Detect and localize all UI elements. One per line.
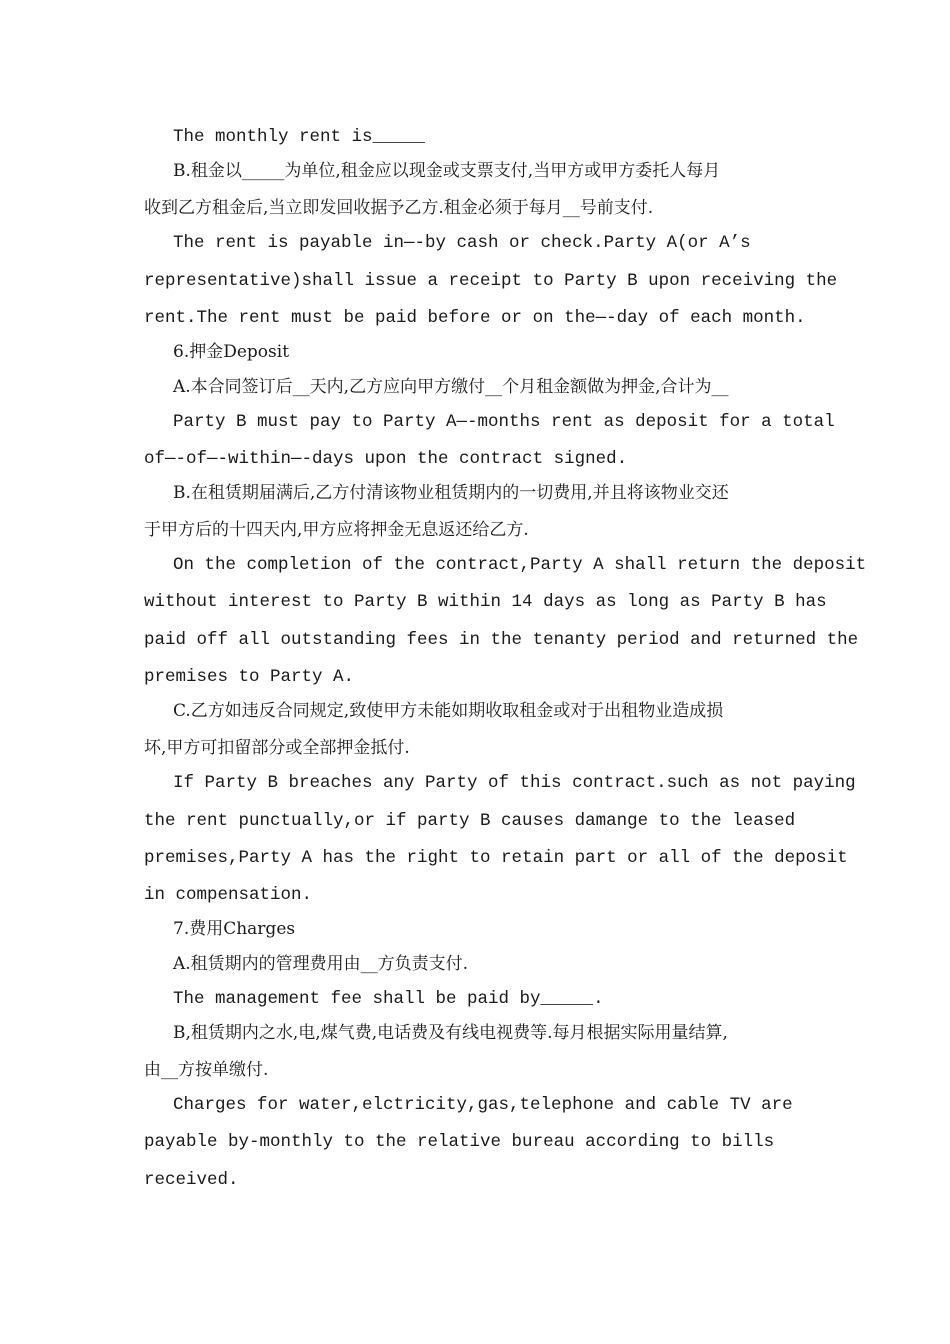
text-line: B.租金以_____为单位,租金应以现金或支票支付,当甲方或甲方委托人每月 <box>173 161 721 181</box>
text-line: in compensation. <box>144 885 313 905</box>
text-line: paid off all outstanding fees in the tenanty period and returned the <box>144 630 859 650</box>
section-heading: 6.押金Deposit <box>173 342 290 362</box>
text-line: rent.The rent must be paid before or on the—-day of each month. <box>144 308 806 328</box>
text-line: C.乙方如违反合同规定,致使甲方未能如期收取租金或对于出租物业造成损 <box>173 701 724 721</box>
text-line: representative)shall issue a receipt to Party B upon receiving the <box>144 271 838 291</box>
text-line: 由__方按单缴付. <box>144 1060 269 1080</box>
text-line: premises to Party A. <box>144 667 355 687</box>
text-line: A.租赁期内的管理费用由__方负责支付. <box>173 954 469 974</box>
text-line: received. <box>144 1170 239 1190</box>
text-line: premises,Party A has the right to retain part or all of the deposit <box>144 848 848 868</box>
text-line: The management fee shall be paid by_____. <box>173 989 604 1009</box>
section-heading: 7.费用Charges <box>173 919 296 939</box>
text-line: 坏,甲方可扣留部分或全部押金抵付. <box>144 738 410 758</box>
text-line: If Party B breaches any Party of this contract.such as not paying <box>173 773 856 793</box>
text-line: The rent is payable in—-by cash or check.Party A(or A’s <box>173 233 751 253</box>
text-line: B.在租赁期届满后,乙方付清该物业租赁期内的一切费用,并且将该物业交还 <box>173 483 729 503</box>
text-line: 收到乙方租金后,当立即发回收据予乙方.租金必须于每月__号前支付. <box>144 198 654 218</box>
text-line: B,租赁期内之水,电,煤气费,电话费及有线电视费等.每月根据实际用量结算, <box>173 1023 728 1043</box>
text-line: On the completion of the contract,Party A shall return the deposit <box>173 555 867 575</box>
text-line: without interest to Party B within 14 days as long as Party B has <box>144 592 827 612</box>
text-line: Party B must pay to Party A—-months rent as deposit for a total <box>173 412 835 432</box>
text-line: The monthly rent is_____ <box>173 127 426 147</box>
text-line: A.本合同签订后__天内,乙方应向甲方缴付__个月租金额做为押金,合计为__ <box>173 377 729 397</box>
text-line: the rent punctually,or if party B causes damange to the leased <box>144 811 796 831</box>
text-line: 于甲方后的十四天内,甲方应将押金无息返还给乙方. <box>144 520 529 540</box>
text-line: payable by-monthly to the relative bureau according to bills <box>144 1132 775 1152</box>
text-line: Charges for water,elctricity,gas,telephone and cable TV are <box>173 1095 793 1115</box>
text-line: of—-of—-within—-days upon the contract signed. <box>144 449 628 469</box>
